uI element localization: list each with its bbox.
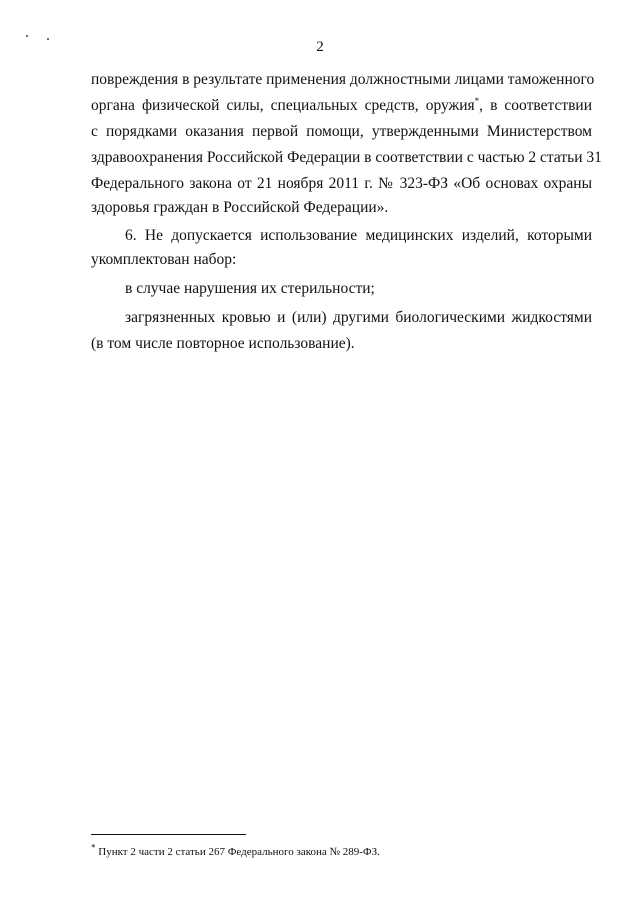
list-item-sterility: в случае нарушения их стерильности;	[125, 280, 375, 297]
body-line-4: здравоохранения Российской Федерации в соответствии с частью 2 статьи 31	[91, 149, 602, 166]
body-line-2-tail: , в соответствии	[479, 97, 593, 114]
scan-speck	[26, 35, 28, 37]
body-line-3: с порядками оказания первой помощи, утвержденными Министерством	[91, 123, 592, 140]
body-line-5: Федерального закона от 21 ноября 2011 г. № 323-ФЗ «Об основах охраны	[91, 175, 592, 192]
footnote-mark: *	[91, 842, 96, 853]
body-line-6: здоровья граждан в Российской Федерации».	[91, 199, 389, 216]
footnote-divider	[91, 834, 246, 835]
body-line-2	[91, 96, 592, 116]
paragraph-6-line-1: 6. Не допускается использование медицинских изделий, которыми	[125, 227, 592, 244]
list-item-contaminated-line-2: (в том числе повторное использование).	[91, 335, 355, 352]
footnote-text: Пункт 2 части 2 статьи 267 Федерального закона № 289-ФЗ.	[98, 846, 380, 858]
page-number: 2	[316, 39, 324, 55]
list-item-contaminated-line-1: загрязненных кровью и (или) другими биологическими жидкостями	[125, 309, 592, 326]
paragraph-6-line-2: укомплектован набор:	[91, 251, 237, 268]
footnote	[91, 842, 380, 859]
body-line-1: повреждения в результате применения должностными лицами таможенного	[91, 71, 595, 88]
body-line-2-text: органа физической силы, специальных средств, оружия	[91, 97, 475, 114]
footnote-reference-mark: *	[474, 95, 480, 106]
